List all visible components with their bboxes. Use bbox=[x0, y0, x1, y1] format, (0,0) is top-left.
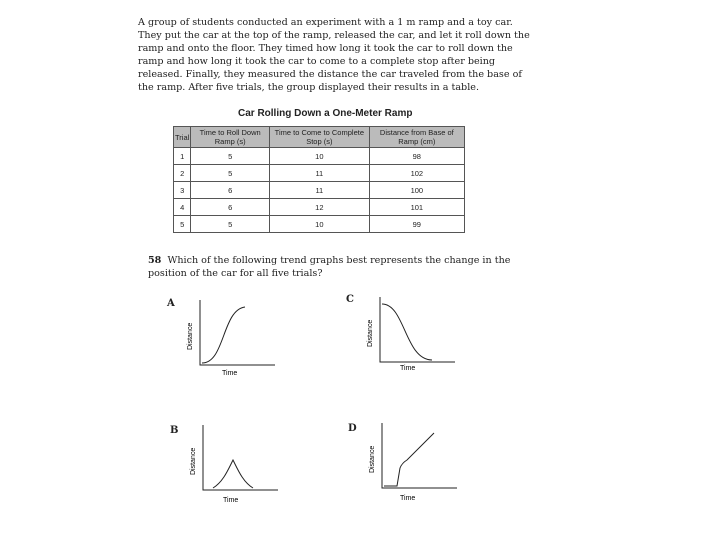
table-cell: 11 bbox=[270, 182, 370, 199]
table-cell: 6 bbox=[191, 182, 270, 199]
axes bbox=[203, 425, 278, 490]
col-header: Distance from Base of Ramp (cm) bbox=[369, 127, 464, 148]
question-text: Which of the following trend graphs best represents the change in the position of the car for all five trials? bbox=[148, 255, 511, 279]
table-title: Car Rolling Down a One-Meter Ramp bbox=[238, 108, 413, 119]
x-label: Time bbox=[223, 497, 239, 504]
graph-b bbox=[183, 420, 303, 505]
y-label: Distance bbox=[190, 447, 197, 475]
option-d-letter: D bbox=[348, 423, 357, 434]
table-cell: 5 bbox=[191, 148, 270, 165]
x-label: Time bbox=[400, 365, 416, 372]
table-cell: 5 bbox=[174, 216, 191, 233]
question-number: 58 bbox=[148, 255, 162, 266]
x-label: Time bbox=[222, 370, 238, 377]
table-cell: 11 bbox=[270, 165, 370, 182]
curve-rising bbox=[384, 433, 434, 486]
option-c-letter: C bbox=[346, 294, 354, 305]
intro-paragraph: A group of students conducted an experiment with a 1 m ramp and a toy car. They put the car at the top of the ramp, released the car, and let it roll down the ramp and onto the floor. They timed how long it took the car to roll down the ramp and how long it took the car to come to a complete stop after being released. Finally, they measured the distance the car traveled from the base of the ramp. After five trials, the group displayed their results in a table. bbox=[138, 17, 530, 93]
x-label: Time bbox=[400, 495, 416, 502]
option-b-letter: B bbox=[170, 425, 179, 436]
table-cell: 100 bbox=[369, 182, 464, 199]
curve-s-rising bbox=[202, 307, 245, 363]
table-cell: 4 bbox=[174, 199, 191, 216]
axes bbox=[382, 423, 457, 488]
table-cell: 10 bbox=[270, 216, 370, 233]
curve-s-falling bbox=[382, 304, 432, 360]
table-cell: 5 bbox=[191, 165, 270, 182]
table-row bbox=[174, 199, 465, 216]
table-cell: 3 bbox=[174, 182, 191, 199]
table-row bbox=[174, 148, 465, 165]
graph-d bbox=[362, 418, 482, 503]
table-row bbox=[174, 216, 465, 233]
option-a-letter: A bbox=[167, 298, 175, 309]
curve-peak bbox=[213, 460, 253, 488]
table-row bbox=[174, 165, 465, 182]
table-cell: 1 bbox=[174, 148, 191, 165]
table-cell: 101 bbox=[369, 199, 464, 216]
col-header: Time to Come to Complete Stop (s) bbox=[270, 127, 370, 148]
graph-c bbox=[360, 292, 480, 377]
y-label: Distance bbox=[369, 445, 376, 473]
y-label: Distance bbox=[187, 322, 194, 350]
col-header: Time to Roll Down Ramp (s) bbox=[191, 127, 270, 148]
y-label: Distance bbox=[367, 319, 374, 347]
table-cell: 2 bbox=[174, 165, 191, 182]
question bbox=[148, 254, 548, 280]
results-table bbox=[173, 126, 465, 233]
table-cell: 98 bbox=[369, 148, 464, 165]
table-cell: 102 bbox=[369, 165, 464, 182]
graph-a bbox=[180, 295, 300, 380]
table-cell: 10 bbox=[270, 148, 370, 165]
table-cell: 12 bbox=[270, 199, 370, 216]
col-header: Trial bbox=[174, 127, 191, 148]
table-row bbox=[174, 182, 465, 199]
table-cell: 99 bbox=[369, 216, 464, 233]
table-cell: 6 bbox=[191, 199, 270, 216]
table-cell: 5 bbox=[191, 216, 270, 233]
